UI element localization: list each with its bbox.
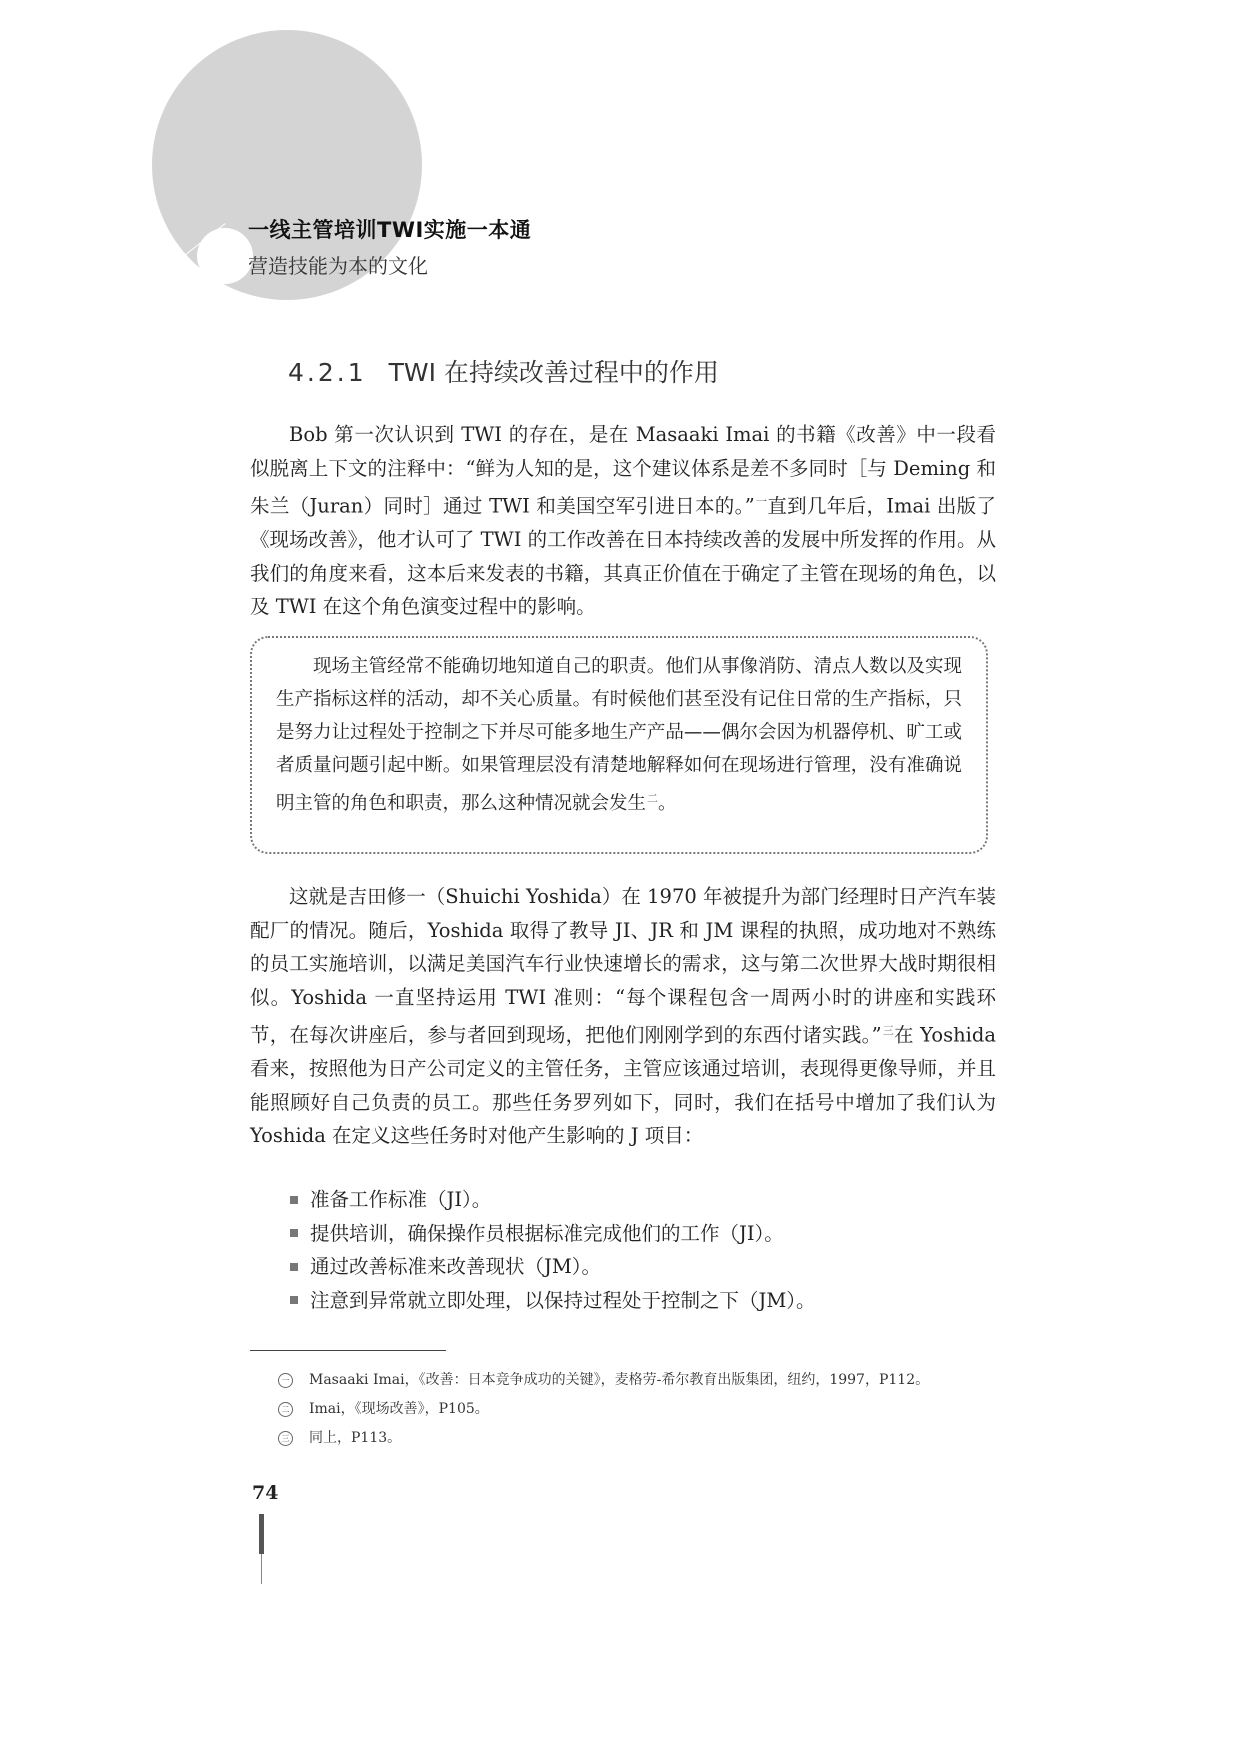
list-item: 提供培训，确保操作员根据标准完成他们的工作（JI）。	[290, 1217, 816, 1251]
page-marker-line	[261, 1554, 262, 1584]
task-list	[290, 1183, 816, 1317]
body-paragraph-1	[250, 418, 996, 624]
footnote-ref-3: 三	[882, 1024, 895, 1037]
footnote-divider	[250, 1350, 446, 1351]
footnote-1: 一 Masaaki Imai，《改善：日本竞争成功的关键》，麦格劳-希尔教育出版集团，纽约，1997，P112。	[278, 1366, 929, 1395]
footnote-3: 三 同上，P113。	[278, 1424, 929, 1453]
page-number: 74	[252, 1482, 279, 1504]
body-paragraph-2	[250, 880, 996, 1153]
page-marker-bar	[259, 1514, 264, 1554]
callout-end: 。	[658, 793, 677, 815]
callout-text: 现场主管经常不能确切地知道自己的职责。他们从事像消防、清点人数以及实现生产指标这样的活动，却不关心质量。有时候他们甚至没有记住日常的生产指标，只是努力让过程处于控制之下并尽可能多地生产产品——偶尔会因为机器停机、旷工或者质量问题引起中断。如果管理层没有清楚地解释如何在现场进行管理，没有准确说明主管的角色和职责，那么这种情况就会发生	[276, 656, 962, 815]
circled-number-icon: 二	[278, 1402, 293, 1417]
book-title: 一线主管培训TWI实施一本通	[248, 218, 532, 242]
circled-number-icon: 一	[278, 1373, 293, 1388]
square-bullet-icon	[290, 1263, 298, 1271]
list-item: 注意到异常就立即处理，以保持过程处于控制之下（JM）。	[290, 1284, 816, 1318]
circled-number-icon: 三	[278, 1431, 293, 1446]
header-decoration	[0, 0, 1240, 330]
paragraph-text: 这就是吉田修一（Shuichi Yoshida）在 1970 年被提升为部门经理时日产汽车装配厂的情况。随后，Yoshida 取得了教导 JI、JR 和 JM 课程的执照，成功地对不熟练的员工实施培训，以满足美国汽车行业快速增长的需求，这与第二次世界大战时期很相似。Yoshida 一直坚持运用 TWI 准则：“每个课程包含一周两小时的讲座和实践环节，在每次讲座后，参与者回到现场，把他们刚刚学到的东西付诸实践。”	[250, 885, 997, 1047]
list-item: 通过改善标准来改善现状（JM）。	[290, 1250, 816, 1284]
paragraph-text: 在 Yoshida 看来，按照他为日产公司定义的主管任务，主管应该通过培训，表现得更像导师，并且能照顾好自己负责的员工。那些任务罗列如下，同时，我们在括号中增加了我们认为 Yoshida 在定义这些任务时对他产生影响的 J 项目：	[250, 1023, 997, 1147]
list-item: 准备工作标准（JI）。	[290, 1183, 816, 1217]
paragraph-text: 直到几年后，Imai 出版了《现场改善》，他才认可了 TWI 的工作改善在日本持续改善的发展中所发挥的作用。从我们的角度来看，这本后来发表的书籍，其真正价值在于确定了主管在现场的角色，以及 TWI 在这个角色演变过程中的影响。	[250, 494, 996, 618]
decorative-dot	[197, 228, 253, 284]
section-number: 4.2.1	[288, 358, 367, 387]
square-bullet-icon	[290, 1196, 298, 1204]
square-bullet-icon	[290, 1296, 298, 1304]
section-heading	[288, 353, 719, 389]
quote-callout	[250, 636, 988, 854]
footnotes	[278, 1366, 929, 1453]
footnote-ref-1: 一	[755, 495, 768, 508]
paragraph-text: Bob 第一次认识到 TWI 的存在，是在 Masaaki Imai 的书籍《改善》中一段看似脱离上下文的注释中：“鲜为人知的是，这个建议体系是差不多同时［与 Deming 和朱兰（Juran）同时］通过 TWI 和美国空军引进日本的。”	[250, 423, 996, 518]
section-title: TWI 在持续改善过程中的作用	[388, 358, 719, 387]
book-subtitle: 营造技能为本的文化	[248, 254, 428, 278]
square-bullet-icon	[290, 1229, 298, 1237]
footnote-ref-2: 二	[647, 792, 659, 805]
footnote-2: 二 Imai，《现场改善》，P105。	[278, 1395, 929, 1424]
